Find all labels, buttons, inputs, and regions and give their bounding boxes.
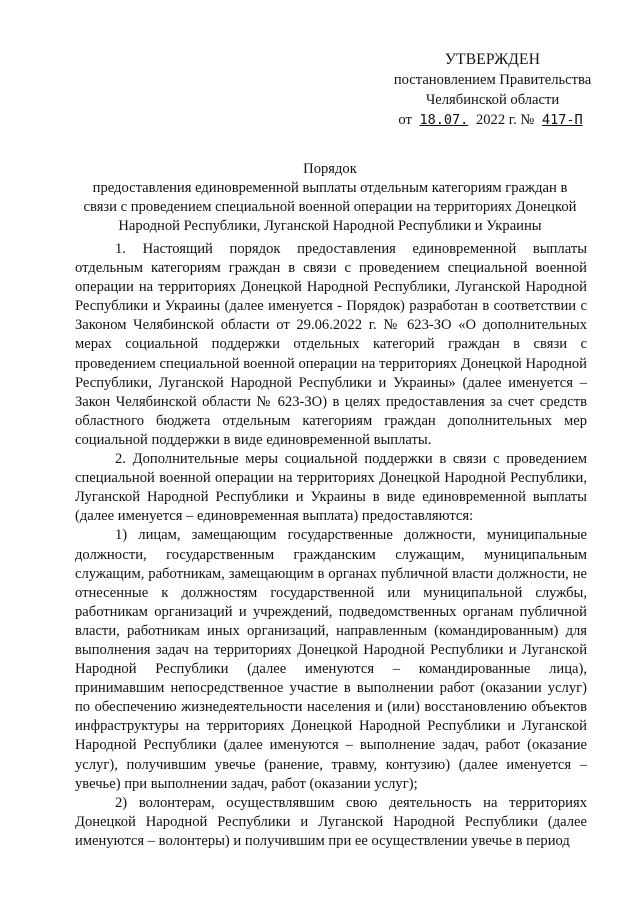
paragraph-3: 1) лицам, замещающим государственные должности, муниципальные должности, государственным гражданским служащим, муниципальным служащим, работникам, замещающим в органах публичной власти должности, не отнесенные к должностям государственной или муниципальной службы, работникам организаций и учреждений, подведомственных органам публичной власти, работникам иных организаций, направленным (командированным) для выполнения задач на территориях Донецкой Народной Республики и Луганской Народной Республики (далее именуются – командированные лица), принимавшим непосредственное участие в выполнении работ (оказании услуг) по обеспечению жизнедеятельности населения и (или) восстановлению объектов инфраструктуры на территориях Донецкой Народной Республики и Луганской Народной Республики (далее именуются – выполнение задач, работ (оказание услуг), получившим увечье (ранение, травму, контузию) (далее именуется – увечье) при выполнении задач, работ (оказании услуг); (75, 527, 587, 792)
handwritten-date: 18.07. (419, 112, 469, 128)
paragraph-1: 1. Настоящий порядок предоставления единовременной выплаты отдельным категориям граждан в связи с проведением специальной военной операции на территориях Донецкой Народной Республики, Луганской Народной Республики и Украины (далее именуется - Порядок) разработан в соответствии с Законом Челябинской области от 29.06.2022 г. № 623-ЗО «О дополнительных мерах социальной поддержки отдельных категорий граждан в связи с проведением специальной военной операции на территориях Донецкой Народной Республики, Луганской Народной Республики и Украины» (далее именуется – Закон Челябинской области № 623-ЗО) в целях предоставления за счет средств областного бюджета отдельным категориям граждан дополнительных мер социальной поддержки в виде единовременной выплаты. (75, 241, 587, 448)
document-body (75, 240, 587, 851)
title-line-4: Народной Республики, Луганской Народной Республики и Украины (118, 218, 542, 234)
title-line-3: связи с проведением специальной военной операции на территориях Донецкой (83, 199, 577, 215)
paragraph-2: 2. Дополнительные меры социальной поддержки в связи с проведением специальной военной операции на территориях Донецкой Народной Республики, Луганской Народной Республики и Украины в виде единовременной выплаты (далее именуется – единовременная выплата) предоставляются: (75, 451, 587, 525)
approval-line-1: постановлением Правительства (393, 72, 592, 88)
paragraph-4: 2) волонтерам, осуществлявшим свою деятельность на территориях Донецкой Народной Республики и Луганской Народной Республики (далее именуются – волонтеры) и получившим при ее осуществлении увечье в период (75, 794, 587, 849)
decree-number: 417-П (542, 112, 583, 128)
title-line-2: предоставления единовременной выплаты отдельным категориям граждан в (92, 180, 568, 196)
approval-date-line (380, 110, 605, 130)
title-line-1: Порядок (303, 161, 357, 177)
approval-stamp (380, 50, 605, 130)
approval-line-2: Челябинской области (425, 92, 560, 108)
approval-heading: УТВЕРЖДЕН (444, 51, 541, 68)
date-prefix: от (398, 112, 412, 128)
document-title (70, 160, 590, 236)
year-text: 2022 г. № (475, 112, 535, 128)
